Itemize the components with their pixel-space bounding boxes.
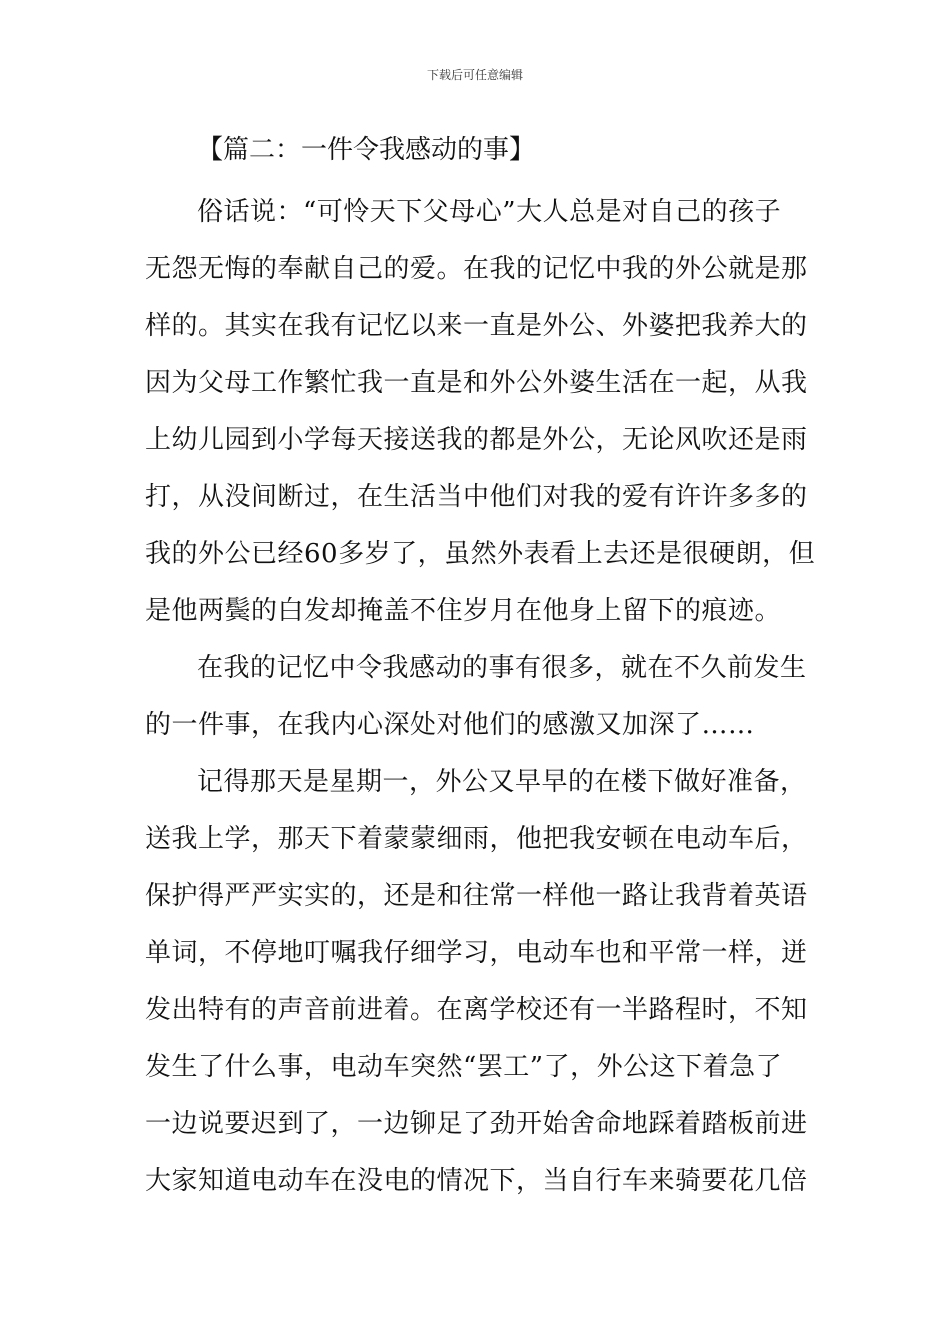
paragraph-line: 发生了什么事，电动车突然“罢工”了，外公这下着急了 bbox=[145, 1052, 783, 1082]
paragraph-line: 送我上学，那天下着蒙蒙细雨，他把我安顿在电动车后， bbox=[145, 824, 808, 854]
document-title: 【篇二：一件令我感动的事】 bbox=[197, 135, 536, 165]
paragraph-line: 无怨无悔的奉献自己的爱。在我的记忆中我的外公就是那 bbox=[145, 254, 808, 284]
paragraph-3 bbox=[145, 754, 815, 1210]
paragraph-line: 在我的记忆中令我感动的事有很多，就在不久前发生 bbox=[197, 653, 807, 683]
title-spacer bbox=[145, 172, 815, 184]
page-header: 下载后可任意编辑 bbox=[426, 68, 523, 82]
paragraph-line: 单词，不停地叮嘱我仔细学习，电动车也和平常一样，迸 bbox=[145, 938, 808, 968]
paragraph-line: 的一件事，在我内心深处对他们的感激又加深了…… bbox=[145, 710, 755, 740]
paragraph-line: 发出特有的声音前进着。在离学校还有一半路程时，不知 bbox=[145, 995, 808, 1025]
paragraph-line: 一边说要迟到了，一边铆足了劲开始舍命地踩着踏板前进 bbox=[145, 1109, 808, 1139]
paragraph-line: 记得那天是星期一，外公又早早的在楼下做好准备， bbox=[197, 767, 807, 797]
paragraph-line: 大家知道电动车在没电的情况下，当自行车来骑要花几倍 bbox=[145, 1166, 808, 1196]
document-body bbox=[145, 128, 815, 1210]
paragraph-line: 打，从没间断过，在生活当中他们对我的爱有许许多多的 bbox=[145, 482, 808, 512]
paragraph-line: 因为父母工作繁忙我一直是和外公外婆生活在一起，从我 bbox=[145, 368, 808, 398]
paragraph-line: 是他两鬓的白发却掩盖不住岁月在他身上留下的痕迹。 bbox=[145, 596, 782, 626]
paragraph-line: 样的。其实在我有记忆以来一直是外公、外婆把我养大的 bbox=[145, 311, 808, 341]
paragraph-line: 保护得严严实实的，还是和往常一样他一路让我背着英语 bbox=[145, 881, 808, 911]
paragraph-line: 我的外公已经60多岁了，虽然外表看上去还是很硬朗，但 bbox=[145, 539, 815, 569]
paragraph-1 bbox=[145, 184, 815, 640]
paragraph-line: 上幼儿园到小学每天接送我的都是外公，无论风吹还是雨 bbox=[145, 425, 808, 455]
paragraph-2 bbox=[145, 640, 815, 754]
paragraph-line: 俗话说：“可怜天下父母心”大人总是对自己的孩子 bbox=[197, 197, 782, 227]
